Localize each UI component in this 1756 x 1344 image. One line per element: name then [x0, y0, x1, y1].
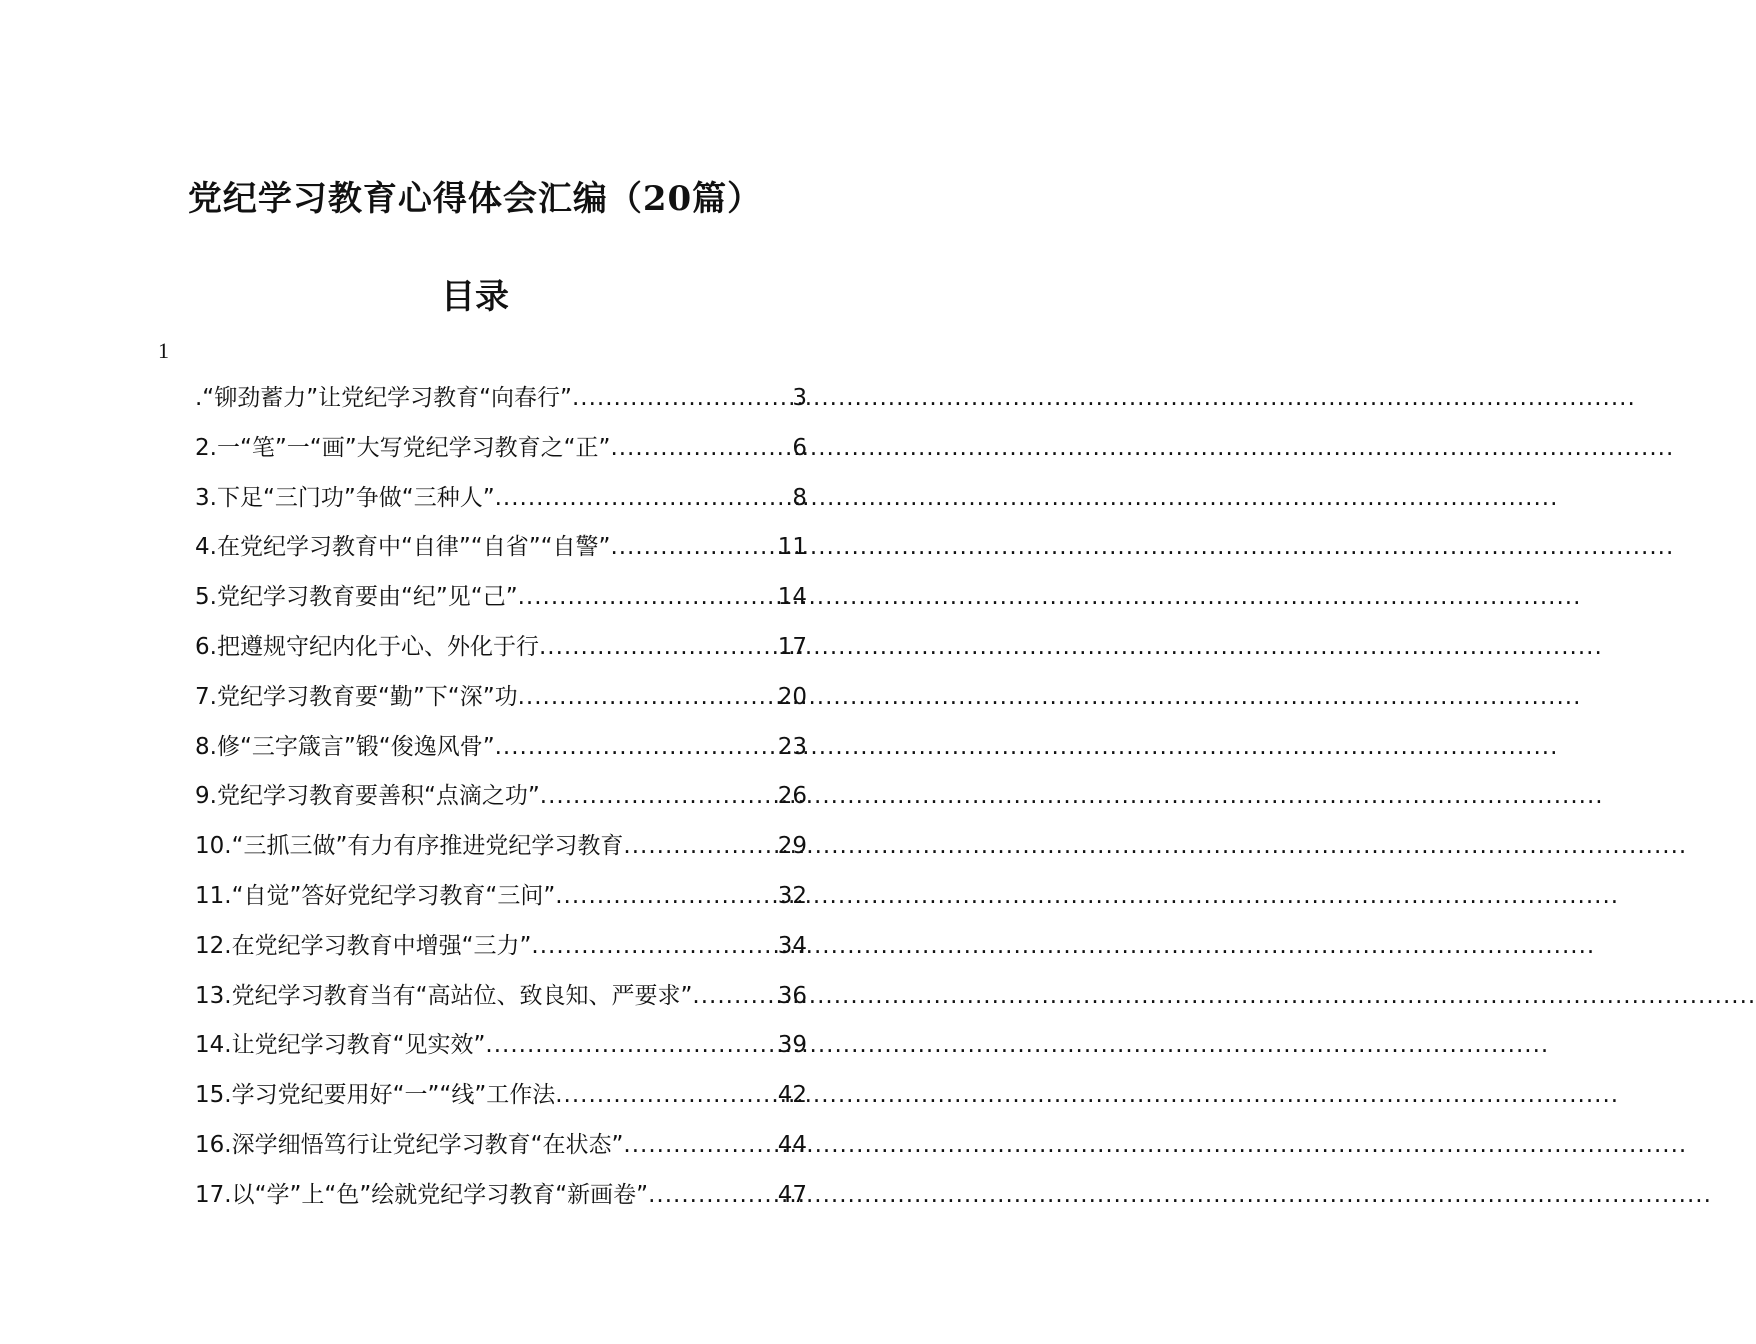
table-of-contents	[195, 378, 807, 1225]
toc-entry-title: 13.党纪学习教育当有“高站位、致良知、严要求”	[195, 982, 693, 1009]
toc-leader-dots	[610, 428, 790, 468]
toc-leader-dots	[623, 826, 775, 866]
toc-entry-title: 8.修“三字箴言”锻“俊逸风骨”	[195, 733, 495, 760]
toc-entry-16[interactable]	[195, 1125, 807, 1175]
toc-entry-page: 36	[777, 982, 807, 1009]
toc-leader-dots	[531, 926, 775, 966]
toc-entry-title: 9.党纪学习教育要善积“点滴之功”	[195, 783, 540, 810]
toc-entry-10[interactable]	[195, 826, 807, 876]
toc-heading: 目录	[441, 277, 509, 317]
toc-entry-17[interactable]	[195, 1175, 807, 1225]
toc-entry-page: 29	[777, 833, 807, 860]
toc-leader-dots	[555, 1075, 775, 1115]
toc-entry-3[interactable]	[195, 478, 807, 528]
toc-entry-title: 3.下足“三门功”争做“三种人”	[195, 484, 495, 511]
toc-entry-page: 3	[792, 385, 807, 411]
toc-leader-dots	[623, 1125, 775, 1165]
toc-leader-dots	[539, 627, 776, 667]
toc-entry-page: 20	[777, 683, 807, 710]
toc-entry-title: .“铆劲蓄力”让党纪学习教育“向春行”	[195, 385, 572, 411]
toc-leader-dots	[572, 378, 790, 418]
toc-entry-14[interactable]	[195, 1025, 807, 1075]
toc-leader-dots	[555, 876, 775, 916]
toc-entry-title: 2.一“笔”一“画”大写党纪学习教育之“正”	[195, 434, 611, 461]
toc-entry-9[interactable]	[195, 776, 807, 826]
toc-entry-page: 17	[777, 633, 807, 660]
toc-entry-page: 11	[777, 534, 807, 561]
toc-entry-page: 39	[777, 1032, 807, 1059]
toc-entry-title: 16.深学细悟笃行让党纪学习教育“在状态”	[195, 1131, 624, 1158]
document-title: 党纪学习教育心得体会汇编（20篇）	[187, 179, 763, 219]
toc-leader-dots	[495, 478, 791, 518]
toc-leader-dots	[485, 1025, 775, 1065]
toc-entry-4[interactable]	[195, 527, 807, 577]
toc-entry-title: 6.把遵规守纪内化于心、外化于行	[195, 633, 539, 660]
toc-entry-title: 4.在党纪学习教育中“自律”“自省”“自警”	[195, 534, 611, 561]
toc-leader-dots	[648, 1175, 776, 1215]
toc-entry-13[interactable]	[195, 976, 807, 1026]
toc-entry-15[interactable]	[195, 1075, 807, 1125]
toc-entry-page: 44	[777, 1131, 807, 1158]
toc-leader-dots	[610, 527, 775, 567]
toc-entry-title: 17.以“学”上“色”绘就党纪学习教育“新画卷”	[195, 1181, 649, 1208]
toc-entry-page: 14	[777, 584, 807, 611]
toc-entry-page: 6	[792, 434, 807, 461]
toc-entry-page: 42	[777, 1082, 807, 1109]
toc-entry-1[interactable]	[195, 378, 807, 428]
toc-entry-title: 14.让党纪学习教育“见实效”	[195, 1032, 486, 1059]
toc-entry-5[interactable]	[195, 577, 807, 627]
toc-entry-page: 23	[777, 733, 807, 760]
toc-entry-11[interactable]	[195, 876, 807, 926]
page-marker: 1	[158, 338, 169, 363]
toc-leader-dots	[518, 677, 776, 717]
toc-entry-title: 15.学习党纪要用好“一”“线”工作法	[195, 1082, 556, 1109]
toc-entry-8[interactable]	[195, 727, 807, 777]
toc-entry-2[interactable]	[195, 428, 807, 478]
toc-entry-page: 8	[792, 484, 807, 511]
toc-leader-dots	[692, 976, 775, 1016]
toc-entry-title: 11.“自觉”答好党纪学习教育“三问”	[195, 882, 556, 909]
toc-entry-6[interactable]	[195, 627, 807, 677]
toc-leader-dots	[518, 577, 776, 617]
toc-entry-title: 12.在党纪学习教育中增强“三力”	[195, 932, 532, 959]
toc-entry-title: 7.党纪学习教育要“勤”下“深”功	[195, 683, 518, 710]
toc-entry-title: 5.党纪学习教育要由“纪”见“己”	[195, 584, 518, 611]
toc-entry-title: 10.“三抓三做”有力有序推进党纪学习教育	[195, 833, 624, 860]
toc-entry-page: 26	[777, 783, 807, 810]
toc-entry-7[interactable]	[195, 677, 807, 727]
toc-entry-page: 32	[777, 882, 807, 909]
toc-entry-page: 47	[777, 1181, 807, 1208]
toc-leader-dots	[495, 727, 776, 767]
toc-leader-dots	[540, 776, 776, 816]
toc-entry-page: 34	[777, 932, 807, 959]
toc-entry-12[interactable]	[195, 926, 807, 976]
